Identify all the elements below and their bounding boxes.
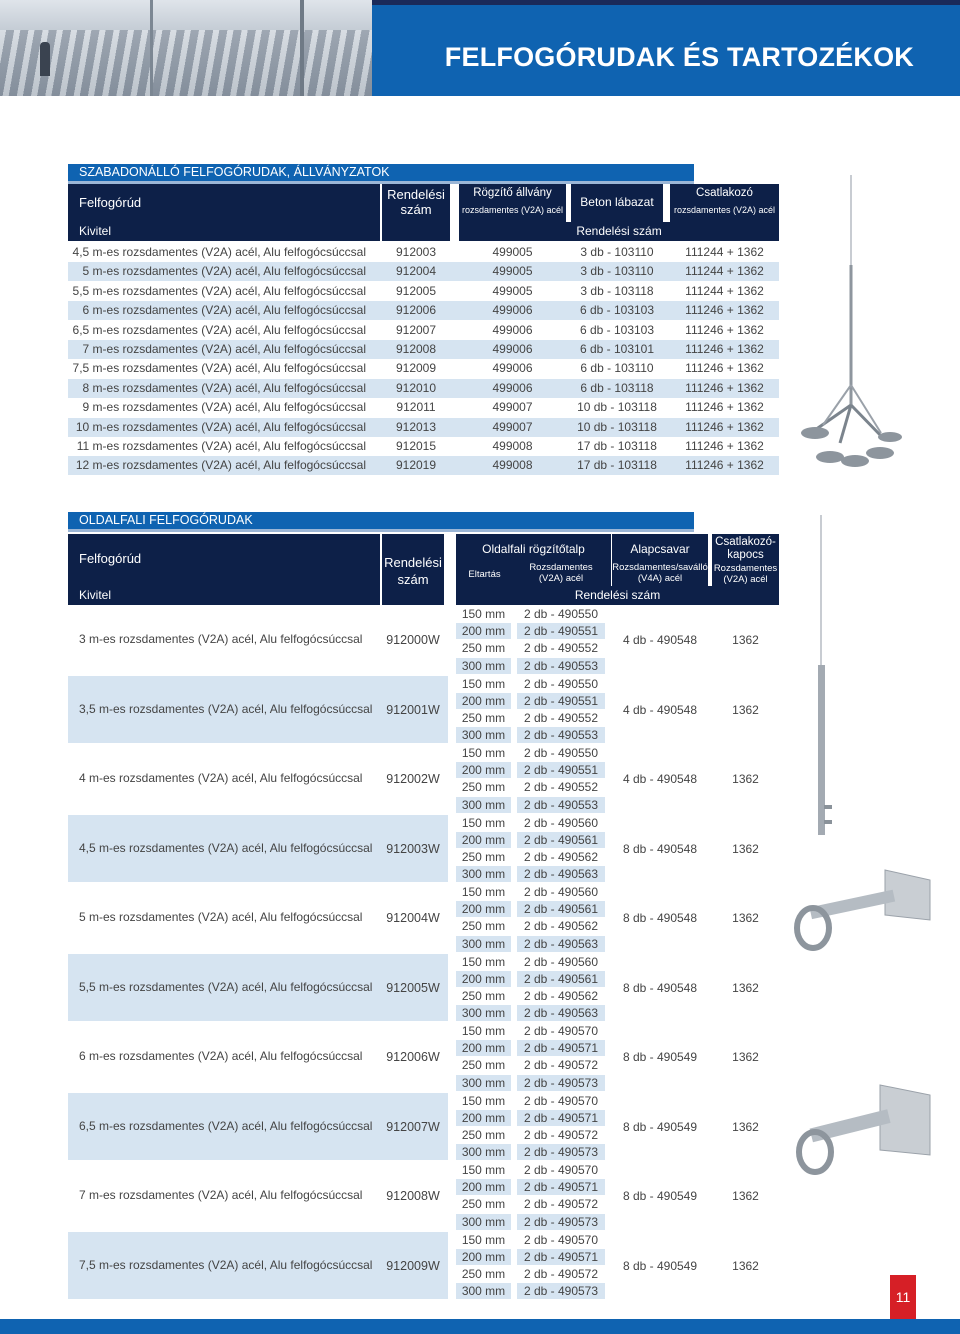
- cell-eltartas: 250 mm: [461, 988, 506, 1003]
- cell-talp: 2 db - 490553: [517, 658, 605, 674]
- cell-rendelesi: 912004: [395, 264, 437, 279]
- cell-talp: 2 db - 490570: [523, 1232, 599, 1247]
- cell-rogzito: 499006: [492, 322, 533, 337]
- wall-bracket-small-image: [785, 860, 935, 970]
- cell-talp: 2 db - 490562: [523, 919, 599, 934]
- cell-eltartas: 150 mm: [461, 1232, 506, 1247]
- cell-kivitel: 4 m-es rozsdamentes (V2A) acél, Alu felfogócsúccsal: [79, 771, 363, 785]
- cell-talp: 2 db - 490551: [517, 762, 605, 778]
- cell-beton: 3 db - 103118: [580, 283, 654, 298]
- cell-kivitel: 8 m-es rozsdamentes (V2A) acél, Alu felfogócsúccsal: [82, 380, 366, 395]
- cell-eltartas: 150 mm: [461, 1024, 506, 1038]
- cell-talp: 2 db - 490571: [517, 1110, 605, 1126]
- cell-eltartas: 200 mm: [456, 623, 511, 639]
- cell-csatlakozo: 111246 + 1362: [685, 400, 764, 415]
- cell-eltartas: 250 mm: [461, 710, 506, 725]
- cell-talp: 2 db - 490570: [523, 1093, 599, 1108]
- table-row: [68, 243, 779, 262]
- cell-eltartas: 300 mm: [456, 936, 511, 952]
- cell-beton: 10 db - 103118: [577, 400, 657, 415]
- cell-eltartas: 200 mm: [456, 1110, 511, 1126]
- cell-eltartas: 250 mm: [461, 641, 506, 656]
- cell-rendelesi: 912019: [395, 458, 437, 473]
- header-beton-label: Beton lábazat: [580, 195, 654, 209]
- cell-eltartas: 200 mm: [456, 1249, 511, 1265]
- table-row: [68, 359, 779, 378]
- wall-bracket-large-image: [785, 1080, 935, 1190]
- cell-rendelesi: 912008: [395, 342, 437, 356]
- product-group: [68, 1232, 779, 1299]
- cell-kivitel: 7,5 m-es rozsdamentes (V2A) acél, Alu felfogócsúccsal: [79, 1257, 373, 1272]
- cell-rendelesi: 912009W: [386, 1258, 440, 1273]
- cell-talp: 2 db - 490572: [523, 1197, 599, 1212]
- cell-beton: 17 db - 103118: [577, 458, 657, 473]
- cell-kivitel: 12 m-es rozsdamentes (V2A) acél, Alu felfogócsúccsal: [75, 458, 366, 473]
- cell-csatlakozo: 1362: [732, 633, 759, 647]
- cell-talp: 2 db - 490553: [517, 797, 605, 813]
- cell-rogzito: 499006: [492, 361, 533, 376]
- cell-rendelesi: 912005: [395, 283, 437, 298]
- cell-kivitel: 7 m-es rozsdamentes (V2A) acél, Alu felfogócsúccsal: [82, 342, 366, 356]
- pole-figure: [300, 0, 304, 96]
- cell-eltartas: 300 mm: [456, 797, 511, 813]
- person-figure: [40, 42, 50, 76]
- cell-kivitel: 5,5 m-es rozsdamentes (V2A) acél, Alu felfogócsúccsal: [72, 283, 366, 298]
- cell-eltartas: 150 mm: [461, 1093, 506, 1108]
- cell-talp: 2 db - 490562: [523, 849, 599, 864]
- cell-eltartas: 150 mm: [461, 954, 506, 969]
- cell-beton: 3 db - 103110: [580, 245, 654, 259]
- header-beton: [571, 184, 663, 222]
- cell-talp: 2 db - 490551: [517, 693, 605, 709]
- cell-talp: 2 db - 490550: [523, 607, 599, 621]
- cell-talp: 2 db - 490552: [523, 780, 599, 795]
- cell-talp: 2 db - 490551: [517, 623, 605, 639]
- cell-talp: 2 db - 490573: [517, 1283, 605, 1299]
- cell-rendelesi: 912007W: [386, 1119, 440, 1134]
- section-title-freestanding: SZABADONÁLLÓ FELFOGÓRUDAK, ÁLLVÁNYZATOK: [68, 164, 694, 181]
- cell-alapcsavar: 8 db - 490548: [622, 980, 698, 995]
- cell-talp: 2 db - 490563: [517, 936, 605, 952]
- pole-figure: [150, 0, 153, 96]
- cell-eltartas: 150 mm: [461, 746, 506, 760]
- cell-alapcsavar: 4 db - 490548: [622, 702, 698, 717]
- cell-rendelesi: 912013: [395, 419, 437, 434]
- table-row: [68, 456, 779, 475]
- cell-kivitel: 5,5 m-es rozsdamentes (V2A) acél, Alu felfogócsúccsal: [79, 979, 373, 994]
- cell-talp: 2 db - 490563: [517, 1005, 605, 1021]
- table-row: [68, 282, 779, 301]
- product-group: [68, 1093, 779, 1160]
- cell-beton: 6 db - 103103: [579, 303, 655, 318]
- header2-eltartas-label: Eltartás: [468, 569, 501, 580]
- cell-eltartas: 150 mm: [461, 815, 506, 830]
- cell-talp: 2 db - 490571: [517, 1179, 605, 1195]
- cell-beton: 6 db - 103103: [579, 322, 655, 337]
- cell-csatlakozo: 111246 + 1362: [685, 458, 764, 473]
- cell-csatlakozo: 1362: [732, 980, 759, 995]
- cell-talp: 2 db - 490570: [523, 1024, 599, 1038]
- cell-rogzito: 499006: [492, 380, 533, 395]
- header-csatlakozo: [670, 184, 779, 222]
- cell-talp: 2 db - 490550: [523, 746, 599, 760]
- cell-csatlakozo: 111244 + 1362: [685, 283, 764, 298]
- cell-eltartas: 150 mm: [461, 607, 506, 621]
- cell-rendelesi: 912004W: [386, 911, 440, 925]
- cell-eltartas: 200 mm: [456, 971, 511, 987]
- header-photo: [0, 0, 372, 96]
- product-group: [68, 815, 779, 882]
- cell-csatlakozo: 1362: [732, 1189, 759, 1203]
- cell-csatlakozo: 111246 + 1362: [685, 342, 764, 356]
- cell-rendelesi: 912003: [395, 245, 437, 259]
- header2-alapcsavar-label: Alapcsavar: [630, 542, 690, 556]
- cell-kivitel: 6,5 m-es rozsdamentes (V2A) acél, Alu felfogócsúccsal: [72, 322, 366, 337]
- cell-rendelesi: 912006: [395, 303, 437, 318]
- table-row: [68, 437, 779, 456]
- cell-alapcsavar: 8 db - 490549: [622, 1258, 698, 1273]
- cell-rendelesi: 912015: [395, 439, 437, 453]
- cell-eltartas: 300 mm: [456, 1144, 511, 1160]
- cell-kivitel: 6 m-es rozsdamentes (V2A) acél, Alu felfogócsúccsal: [82, 303, 366, 318]
- cell-eltartas: 300 mm: [456, 727, 511, 743]
- cell-csatlakozo: 111246 + 1362: [685, 439, 764, 453]
- header-kivitel-label: Kivitel: [79, 224, 112, 238]
- table-row: [68, 379, 779, 398]
- page-number: 11: [890, 1275, 916, 1319]
- cell-rendelesi: 912009: [395, 361, 437, 376]
- cell-talp: 2 db - 490561: [517, 901, 605, 917]
- header2-kivitel-label: Kivitel: [79, 588, 112, 602]
- cell-kivitel: 11 m-es rozsdamentes (V2A) acél, Alu felfogócsúccsal: [76, 439, 366, 453]
- cell-talp: 2 db - 490561: [517, 832, 605, 848]
- cell-csatlakozo: 111246 + 1362: [685, 361, 764, 376]
- cell-eltartas: 200 mm: [456, 1179, 511, 1195]
- header-rendelesi-szam: [459, 222, 779, 241]
- cell-rendelesi: 912002W: [386, 772, 440, 786]
- title-band: [372, 0, 960, 96]
- cell-csatlakozo: 1362: [732, 1258, 759, 1273]
- header2-oldalfali-sub: Rozsdamentes (V2A) acél: [529, 562, 593, 584]
- cell-eltartas: 200 mm: [456, 832, 511, 848]
- cell-alapcsavar: 8 db - 490549: [622, 1119, 698, 1134]
- cell-talp: 2 db - 490572: [523, 1127, 599, 1142]
- cell-csatlakozo: 111246 + 1362: [685, 419, 764, 434]
- cell-beton: 6 db - 103118: [580, 380, 654, 395]
- cell-eltartas: 250 mm: [461, 919, 506, 934]
- cell-talp: 2 db - 490560: [523, 885, 599, 899]
- cell-talp: 2 db - 490571: [517, 1249, 605, 1265]
- cell-csatlakozo: 111246 + 1362: [685, 380, 764, 395]
- header2-oldalfali: [456, 534, 611, 586]
- cell-eltartas: 250 mm: [461, 1058, 506, 1073]
- cell-alapcsavar: 8 db - 490549: [622, 1050, 698, 1064]
- cell-csatlakozo: 1362: [732, 702, 759, 717]
- cell-eltartas: 200 mm: [456, 693, 511, 709]
- cell-kivitel: 5 m-es rozsdamentes (V2A) acél, Alu felfogócsúccsal: [82, 264, 366, 279]
- cell-talp: 2 db - 490560: [523, 954, 599, 969]
- cell-eltartas: 300 mm: [456, 658, 511, 674]
- cell-kivitel: 4,5 m-es rozsdamentes (V2A) acél, Alu felfogócsúccsal: [72, 245, 366, 259]
- cell-rendelesi: 912006W: [386, 1050, 440, 1064]
- cell-talp: 2 db - 490573: [517, 1075, 605, 1091]
- cell-csatlakozo: 1362: [732, 911, 759, 925]
- header2-rendelesi-label: Rendelési szám: [384, 555, 442, 587]
- cell-kivitel: 10 m-es rozsdamentes (V2A) acél, Alu felfogócsúccsal: [75, 419, 366, 434]
- cell-eltartas: 150 mm: [461, 885, 506, 899]
- header2-alapcsavar: [612, 534, 708, 586]
- header2-felfogorud-label: Felfogórúd: [79, 551, 142, 566]
- header-blank: [382, 222, 450, 241]
- table-row: [68, 321, 779, 340]
- header2-csatlakozo-label: Csatlakozó-kapocs: [715, 536, 776, 561]
- product-group: [68, 1162, 779, 1229]
- cell-beton: 17 db - 103118: [577, 439, 657, 453]
- cell-csatlakozo: 1362: [732, 1119, 759, 1134]
- header-felfogorud-label: Felfogórúd: [79, 195, 142, 210]
- cell-alapcsavar: 8 db - 490549: [622, 1189, 698, 1203]
- table-row: [68, 340, 779, 359]
- cell-talp: 2 db - 490570: [523, 1163, 599, 1177]
- cell-talp: 2 db - 490563: [517, 866, 605, 882]
- cell-kivitel: 7,5 m-es rozsdamentes (V2A) acél, Alu felfogócsúccsal: [72, 361, 366, 376]
- cell-rogzito: 499007: [492, 419, 533, 434]
- cell-talp: 2 db - 490572: [523, 1266, 599, 1281]
- page-title: FELFOGÓRUDAK ÉS TARTOZÉKOK: [444, 42, 914, 72]
- cell-talp: 2 db - 490552: [523, 641, 599, 656]
- cell-rogzito: 499008: [492, 439, 533, 453]
- cell-csatlakozo: 1362: [732, 841, 759, 856]
- title-top-bar: [372, 0, 960, 5]
- cell-rogzito: 499005: [492, 245, 533, 259]
- cell-eltartas: 250 mm: [461, 1197, 506, 1212]
- cell-eltartas: 300 mm: [456, 1005, 511, 1021]
- cell-eltartas: 150 mm: [461, 1163, 506, 1177]
- header2-csatlakozo: [712, 534, 779, 586]
- cell-rendelesi: 912001W: [386, 702, 440, 717]
- table-row: [68, 262, 779, 281]
- cell-csatlakozo: 111246 + 1362: [685, 322, 764, 337]
- product-group: [68, 884, 779, 951]
- cell-talp: 2 db - 490552: [523, 710, 599, 725]
- header2-csatlakozo-sub: Rozsdamentes (V2A) acél: [713, 563, 778, 585]
- header2-oldalfali-label: Oldalfali rögzítőtalp: [482, 542, 585, 556]
- wall-pole-image: [808, 515, 838, 845]
- cell-kivitel: 3,5 m-es rozsdamentes (V2A) acél, Alu felfogócsúccsal: [79, 701, 373, 716]
- product-group: [68, 954, 779, 1021]
- cell-rogzito: 499006: [492, 303, 533, 318]
- cell-eltartas: 250 mm: [461, 1266, 506, 1281]
- cell-csatlakozo: 1362: [732, 1050, 759, 1064]
- cell-rendelesi: 912007: [395, 322, 437, 337]
- cell-rogzito: 499007: [492, 400, 533, 415]
- cell-eltartas: 300 mm: [456, 1214, 511, 1230]
- cell-talp: 2 db - 490571: [517, 1040, 605, 1056]
- cell-eltartas: 300 mm: [456, 866, 511, 882]
- cell-eltartas: 300 mm: [456, 1283, 511, 1299]
- cell-beton: 3 db - 103110: [580, 264, 654, 279]
- cell-eltartas: 250 mm: [461, 849, 506, 864]
- header2-rendelesi: [382, 534, 444, 605]
- cell-beton: 6 db - 103101: [579, 342, 655, 356]
- footer-bar: [0, 1319, 960, 1334]
- cell-beton: 10 db - 103118: [577, 419, 657, 434]
- cell-rendelesi: 912008W: [386, 1189, 440, 1203]
- header-rendelesi-szam-label: Rendelési szám: [576, 224, 662, 238]
- cell-eltartas: 250 mm: [461, 1127, 506, 1142]
- cell-csatlakozo: 1362: [732, 772, 759, 786]
- cell-rendelesi: 912005W: [386, 980, 440, 995]
- cell-eltartas: 150 mm: [461, 676, 506, 691]
- cell-rogzito: 499006: [492, 342, 533, 356]
- header-rendelesi-label: Rendelési szám: [387, 187, 445, 217]
- cell-talp: 2 db - 490572: [523, 1058, 599, 1073]
- cell-alapcsavar: 8 db - 490548: [622, 841, 698, 856]
- cell-alapcsavar: 4 db - 490548: [622, 633, 698, 647]
- cell-beton: 6 db - 103110: [580, 361, 654, 376]
- cell-eltartas: 200 mm: [456, 1040, 511, 1056]
- product-group: [68, 745, 779, 812]
- cell-kivitel: 6,5 m-es rozsdamentes (V2A) acél, Alu felfogócsúccsal: [79, 1118, 373, 1133]
- cell-csatlakozo: 111246 + 1362: [685, 303, 764, 318]
- cell-rendelesi: 912011: [396, 400, 436, 415]
- cell-eltartas: 200 mm: [456, 901, 511, 917]
- header-rogzito-sub: rozsdamentes (V2A) acél: [461, 205, 564, 215]
- product-group: [68, 1023, 779, 1090]
- cell-alapcsavar: 4 db - 490548: [622, 772, 698, 786]
- cell-alapcsavar: 8 db - 490548: [622, 911, 698, 925]
- cell-kivitel: 3 m-es rozsdamentes (V2A) acél, Alu felfogócsúccsal: [79, 632, 363, 646]
- cell-talp: 2 db - 490550: [523, 676, 599, 691]
- cell-talp: 2 db - 490562: [523, 988, 599, 1003]
- header2-rendelesi-szam-label: Rendelési szám: [574, 588, 661, 602]
- header-rogzito-label: Rögzítő állvány: [473, 187, 552, 199]
- header2-felfogorud: [68, 534, 380, 586]
- section-title-wall: OLDALFALI FELFOGÓRUDAK: [68, 512, 694, 529]
- cell-talp: 2 db - 490560: [523, 815, 599, 830]
- cell-kivitel: 9 m-es rozsdamentes (V2A) acél, Alu felfogócsúccsal: [82, 400, 366, 415]
- cell-kivitel: 7 m-es rozsdamentes (V2A) acél, Alu felfogócsúccsal: [79, 1188, 363, 1202]
- table-row: [68, 398, 779, 417]
- header-rendelesi: [382, 184, 450, 222]
- cell-rendelesi: 912000W: [386, 633, 440, 647]
- cell-rogzito: 499005: [492, 264, 533, 279]
- header2-kivitel: [68, 586, 380, 605]
- cell-talp: 2 db - 490573: [517, 1214, 605, 1230]
- header-csatlakozo-sub: rozsdamentes (V2A) acél: [673, 205, 776, 215]
- cell-rogzito: 499005: [492, 283, 533, 298]
- header2-alapcsavar-sub: Rozsdamentes/saválló (V4A) acél: [612, 562, 708, 584]
- tripod-stand-image: [785, 175, 905, 475]
- header-kivitel: [68, 222, 380, 241]
- cell-rendelesi: 912003W: [386, 841, 440, 856]
- product-group: [68, 606, 779, 673]
- header-csatlakozo-label: Csatlakozó: [696, 187, 753, 199]
- cell-eltartas: 250 mm: [461, 780, 506, 795]
- cell-kivitel: 4,5 m-es rozsdamentes (V2A) acél, Alu felfogócsúccsal: [79, 840, 373, 855]
- header2-rendelesi-szam: [456, 586, 779, 605]
- cell-talp: 2 db - 490561: [517, 971, 605, 987]
- cell-rendelesi: 912010: [395, 380, 437, 395]
- cell-kivitel: 6 m-es rozsdamentes (V2A) acél, Alu felfogócsúccsal: [79, 1049, 363, 1063]
- table-row: [68, 418, 779, 437]
- cell-rogzito: 499008: [492, 458, 533, 473]
- table-row: [68, 301, 779, 320]
- cell-eltartas: 300 mm: [456, 1075, 511, 1091]
- cell-kivitel: 5 m-es rozsdamentes (V2A) acél, Alu felfogócsúccsal: [79, 910, 363, 924]
- cell-csatlakozo: 111244 + 1362: [685, 264, 764, 279]
- roof-pattern: [0, 30, 372, 96]
- product-group: [68, 676, 779, 743]
- header-rogzito: [459, 184, 566, 222]
- cell-talp: 2 db - 490573: [517, 1144, 605, 1160]
- cell-talp: 2 db - 490553: [517, 727, 605, 743]
- cell-eltartas: 200 mm: [456, 762, 511, 778]
- cell-csatlakozo: 111244 + 1362: [685, 245, 764, 259]
- header-felfogorud: [68, 184, 380, 222]
